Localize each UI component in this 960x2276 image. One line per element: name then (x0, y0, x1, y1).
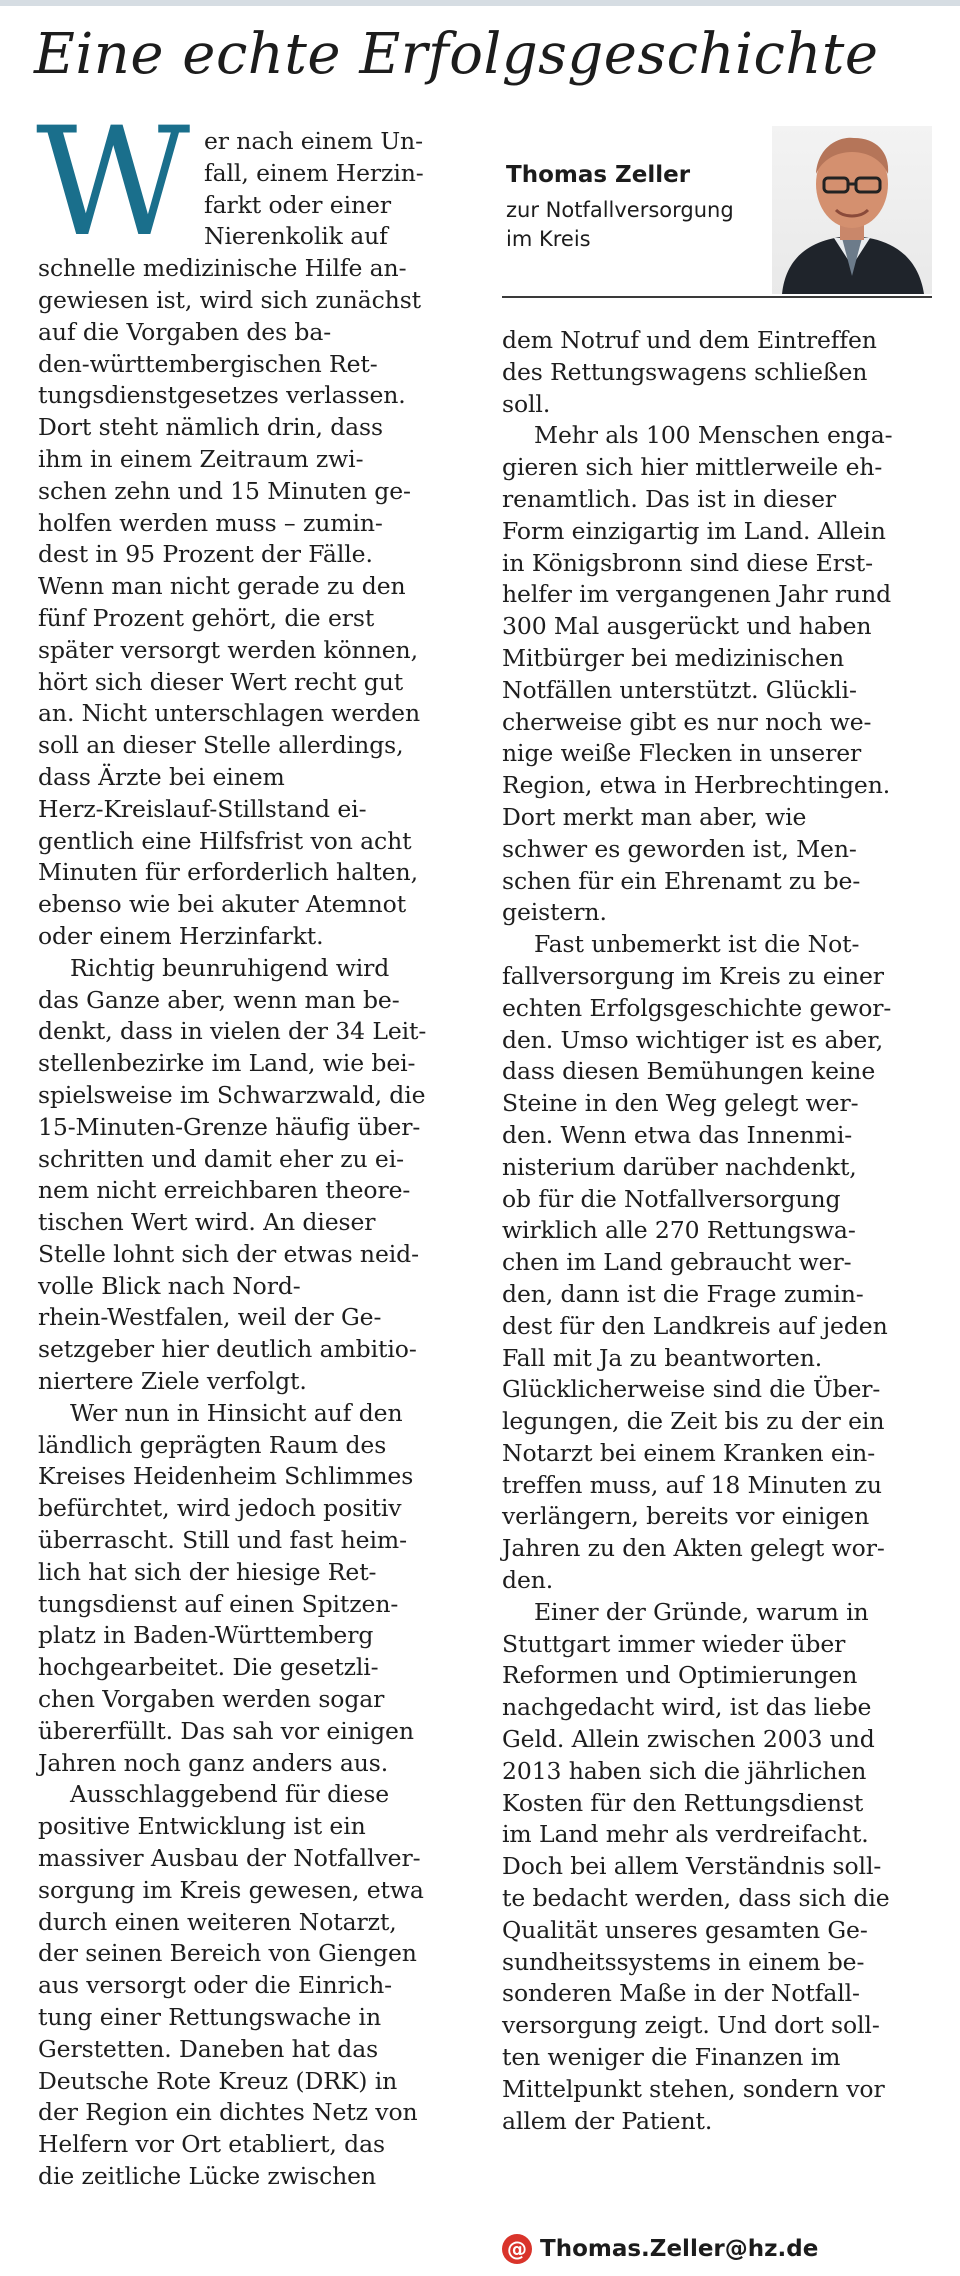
author-portrait-icon (772, 126, 932, 294)
article-line: allem der Patient. (502, 2106, 713, 2135)
article-line: nem nicht erreichbaren theore- (38, 1176, 411, 1205)
article-line: fallversorgung im Kreis zu einer (502, 961, 884, 990)
article-line: tung einer Rettungswache in (38, 2003, 382, 2032)
article-line: dest für den Landkreis auf jeden (502, 1311, 888, 1340)
article-line: stellenbezirke im Land, wie bei- (38, 1049, 416, 1078)
article-line: tungsdienst auf einen Spitzen- (38, 1589, 399, 1618)
article-line: gewiesen ist, wird sich zunächst (38, 285, 422, 314)
article-line: sundheitssystems in einem be- (502, 1947, 865, 1976)
article-line: Mitbürger bei medizinischen (502, 643, 845, 672)
article-line: Steine in den Weg gelegt wer- (502, 1089, 859, 1118)
article-line: platz in Baden-Württemberg (38, 1621, 374, 1650)
article-line: Einer der Gründe, warum in (534, 1597, 869, 1626)
article-line: Herz-Kreislauf-Stillstand ei- (38, 794, 367, 823)
article-line: 2013 haben sich die jährlichen (502, 1756, 867, 1785)
dropcap-box (36, 96, 198, 270)
author-role-line-1: zur Notfallversorgung (506, 198, 734, 222)
article-line: wirklich alle 270 Rettungswa- (502, 1216, 856, 1245)
article-line: den. (502, 1566, 554, 1595)
article-line: chen Vorgaben werden sogar (38, 1685, 385, 1714)
article-line: tungsdienstgesetzes verlassen. (38, 381, 406, 410)
article-line: sorgung im Kreis gewesen, etwa (38, 1875, 424, 1904)
headline: Eine echte Erfolgsgeschichte (34, 22, 879, 87)
article-line: Helfern vor Ort etabliert, das (38, 2130, 385, 2159)
article-line: te bedacht werden, dass sich die (502, 1884, 890, 1913)
article-line: den. Wenn etwa das Innenmi- (502, 1120, 853, 1149)
article-line: fall, einem Herzin- (204, 158, 424, 187)
article-line: echten Erfolgsgeschichte gewor- (502, 993, 892, 1022)
article-line: Notarzt bei einem Kranken ein- (502, 1438, 876, 1467)
article-line: ten weniger die Finanzen im (502, 2043, 841, 2072)
dropcap: W (36, 96, 191, 270)
article-line: versorgung zeigt. Und dort soll- (502, 2011, 880, 2040)
article-line: geistern. (502, 898, 607, 927)
article-line: Region, etwa in Herbrechtingen. (502, 771, 891, 800)
article-line: oder einem Herzinfarkt. (38, 921, 324, 950)
article-line: positive Entwicklung ist ein (38, 1812, 366, 1841)
article-line: befürchtet, wird jedoch positiv (38, 1494, 402, 1523)
article-line: den-württembergischen Ret- (38, 349, 378, 378)
at-icon: @ (502, 2234, 532, 2264)
article-line: an. Nicht unterschlagen werden (38, 699, 421, 728)
article-line: Fast unbemerkt ist die Not- (534, 930, 860, 959)
article-line: cherweise gibt es nur noch we- (502, 707, 872, 736)
article-line: gentlich eine Hilfsfrist von acht (38, 826, 412, 855)
article-line: niertere Ziele verfolgt. (38, 1367, 307, 1396)
article-line: übererfüllt. Das sah vor einigen (38, 1716, 414, 1745)
top-edge-bar (0, 0, 960, 6)
article-line: 300 Mal ausgerückt und haben (502, 612, 872, 641)
article-line: Qualität unseres gesamten Ge- (502, 1915, 868, 1944)
article-line: aus versorgt oder die Einrich- (38, 1971, 393, 2000)
article-line: dest in 95 Prozent der Fälle. (38, 540, 373, 569)
article-column-left (36, 96, 456, 2193)
article-line: Mehr als 100 Menschen enga- (534, 421, 893, 450)
article-line: Kreises Heidenheim Schlimmes (38, 1462, 414, 1491)
article-line: fünf Prozent gehört, die erst (38, 603, 375, 632)
author-divider (502, 296, 932, 298)
article-line: massiver Ausbau der Notfallver- (38, 1844, 421, 1873)
article-line: nachgedacht wird, ist das liebe (502, 1693, 872, 1722)
article-line: Stelle lohnt sich der etwas neid- (38, 1239, 419, 1268)
article-line: Wer nun in Hinsicht auf den (70, 1398, 403, 1427)
article-line: durch einen weiteren Notarzt, (38, 1907, 397, 1936)
author-contact (502, 2232, 818, 2266)
article-line: Deutsche Rote Kreuz (DRK) in (38, 2066, 398, 2095)
article-line: Gerstetten. Daneben hat das (38, 2034, 379, 2063)
article-line: ihm in einem Zeitraum zwi- (38, 444, 364, 473)
article-line: Minuten für erforderlich halten, (38, 858, 418, 887)
article-line: renamtlich. Das ist in dieser (502, 484, 837, 513)
article-line: Mittelpunkt stehen, sondern vor (502, 2074, 885, 2103)
article-line: schen zehn und 15 Minuten ge- (38, 476, 411, 505)
article-line: der Region ein dichtes Netz von (38, 2098, 418, 2127)
article-line: spielsweise im Schwarzwald, die (38, 1080, 426, 1109)
article-line: sonderen Maße in der Notfall- (502, 1979, 860, 2008)
author-box (502, 126, 932, 294)
article-line: Jahren noch ganz anders aus. (38, 1748, 389, 1777)
article-line: Reformen und Optimierungen (502, 1661, 858, 1690)
article-line: Form einzigartig im Land. Allein (502, 516, 886, 545)
article-line: Richtig beunruhigend wird (70, 953, 390, 982)
article-line: schritten und damit eher zu ei- (38, 1144, 404, 1173)
article-line: hört sich dieser Wert recht gut (38, 667, 404, 696)
author-photo (772, 126, 932, 294)
article-line: Doch bei allem Verständnis soll- (502, 1852, 882, 1881)
article-line: schnelle medizinische Hilfe an- (38, 254, 407, 283)
article-line: farkt oder einer (204, 190, 391, 219)
article-line: Wenn man nicht gerade zu den (38, 572, 406, 601)
article-line: Stuttgart immer wieder über (502, 1629, 846, 1658)
article-line: des Rettungswagens schließen (502, 357, 868, 386)
article-line: er nach einem Un- (204, 127, 423, 155)
article-line: rhein-Westfalen, weil der Ge- (38, 1303, 382, 1332)
article-line: Dort steht nämlich drin, dass (38, 413, 383, 442)
article-line: 15-Minuten-Grenze häufig über- (38, 1112, 421, 1141)
article-line: lich hat sich der hiesige Ret- (38, 1557, 377, 1586)
article-line: ebenso wie bei akuter Atemnot (38, 890, 407, 919)
article-line: schwer es geworden ist, Men- (502, 834, 857, 863)
article-line: Nierenkolik auf (204, 222, 388, 251)
article-line: holfen werden muss – zumin- (38, 508, 383, 537)
article-line: das Ganze aber, wenn man be- (38, 985, 400, 1014)
author-role (506, 196, 734, 254)
article-line: die zeitliche Lücke zwischen (38, 2162, 377, 2190)
article-line: verlängern, bereits vor einigen (502, 1502, 870, 1531)
article-line: ob für die Notfallversorgung (502, 1184, 841, 1213)
article-line: tischen Wert wird. An dieser (38, 1208, 376, 1237)
article-line: den. Umso wichtiger ist es aber, (502, 1025, 884, 1054)
article-line: gieren sich hier mittlerweile eh- (502, 453, 883, 482)
article-line: dass diesen Bemühungen keine (502, 1057, 876, 1086)
article-line: schen für ein Ehrenamt zu be- (502, 866, 861, 895)
article-line: Geld. Allein zwischen 2003 und (502, 1725, 875, 1754)
article-line: legungen, die Zeit bis zu der ein (502, 1407, 885, 1436)
article-line: helfer im vergangenen Jahr rund (502, 580, 892, 609)
article-line: auf die Vorgaben des ba- (38, 317, 332, 346)
article-line: überrascht. Still und fast heim- (38, 1526, 407, 1555)
article-line: soll. (502, 389, 551, 418)
author-name: Thomas Zeller (506, 162, 691, 188)
article-line: nige weiße Flecken in unserer (502, 739, 862, 768)
article-line: der seinen Bereich von Giengen (38, 1939, 417, 1968)
article-line: setzgeber hier deutlich ambitio- (38, 1335, 417, 1364)
article-line: chen im Land gebraucht wer- (502, 1248, 852, 1277)
article-line: ländlich geprägten Raum des (38, 1430, 387, 1459)
article-line: Dort merkt man aber, wie (502, 802, 807, 831)
article-column-right (502, 325, 922, 2137)
article-line: volle Blick nach Nord- (38, 1271, 301, 1300)
article-line: Ausschlaggebend für diese (70, 1780, 390, 1809)
author-role-line-2: im Kreis (506, 227, 591, 251)
article-line: dem Notruf und dem Eintreffen (502, 326, 877, 354)
article-line: dass Ärzte bei einem (38, 762, 285, 791)
article-line: Fall mit Ja zu beantworten. (502, 1343, 823, 1372)
article-line: hochgearbeitet. Die gesetzli- (38, 1653, 379, 1682)
article-line: soll an dieser Stelle allerdings, (38, 731, 404, 760)
article-line: nisterium darüber nachdenkt, (502, 1152, 857, 1181)
article-line: Kosten für den Rettungsdienst (502, 1788, 864, 1817)
article-line: später versorgt werden können, (38, 635, 418, 664)
article-line: treffen muss, auf 18 Minuten zu (502, 1470, 882, 1499)
author-email[interactable]: Thomas.Zeller@hz.de (540, 2236, 819, 2262)
article-line: denkt, dass in vielen der 34 Leit- (38, 1017, 427, 1046)
article-line: Glücklicherweise sind die Über- (502, 1375, 881, 1404)
article-line: den, dann ist die Frage zumin- (502, 1279, 864, 1308)
article-line: in Königsbronn sind diese Erst- (502, 548, 873, 577)
article-line: Jahren zu den Akten gelegt wor- (502, 1534, 885, 1563)
article-line: Notfällen unterstützt. Glückli- (502, 675, 857, 704)
article-line: im Land mehr als verdreifacht. (502, 1820, 869, 1849)
